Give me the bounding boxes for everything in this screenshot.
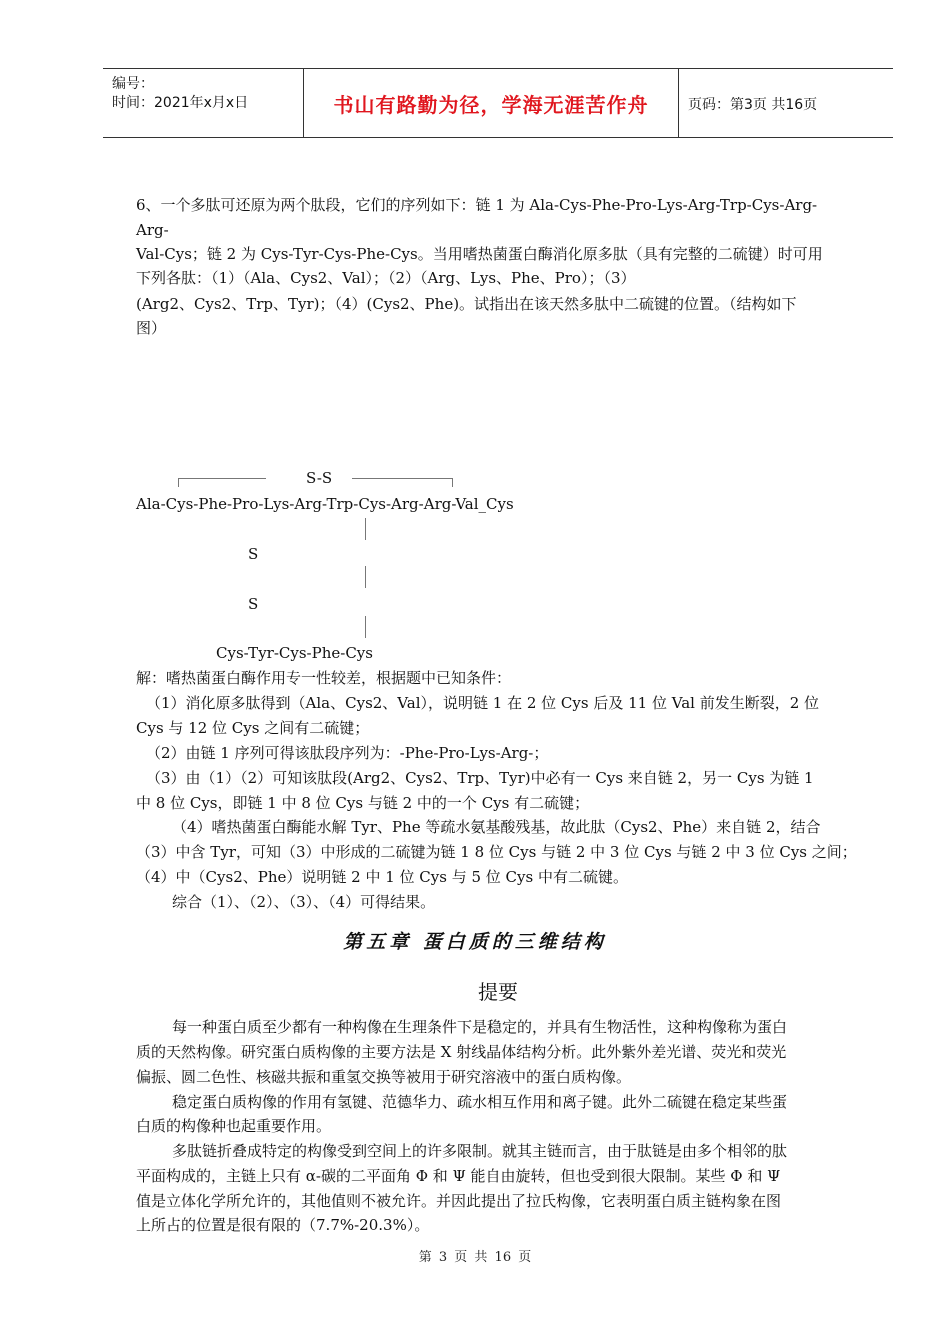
header-motto: 书山有路勤为径，学海无涯苦作舟 [333,93,649,117]
doc-number-label: 编号： [112,76,154,92]
solution-line: Cys 与 12 位 Cys 之间有二硫键； [136,719,370,737]
solution-line: （4）嗜热菌蛋白酶能水解 Tyr、Phe 等疏水氨基酸残基，故此肽（Cys2、Phe）来自链 2，结合 [172,818,821,836]
summary-line: 稳定蛋白质构像的作用有氢键、范德华力、疏水相互作用和离子键。此外二硫键在稳定某些蛋 [172,1093,788,1111]
solution-line: 中 8 位 Cys，即链 1 中 8 位 Cys 与链 2 中的一个 Cys 有二硫键； [136,794,590,812]
header-motto-cell [303,69,679,137]
header-page-info: 页码：第3页 共16页 [688,97,818,113]
bridge-line-left [178,478,266,479]
date-label: 时间：2021年x月x日 [112,95,249,111]
bond-line [365,566,366,588]
solution-line: （3）中含 Tyr，可知（3）中形成的二硫键为链 1 8 位 Cys 与链 2 中 3 位 Cys 与链 2 中 3 位 Cys 之间； [136,843,857,861]
summary-line: 值是立体化学所允许的，其他值则不被允许。并因此提出了拉氏构像，它表明蛋白质主链构象在图 [136,1192,782,1210]
bridge-tick-right [452,478,453,487]
summary-line: 质的天然构像。研究蛋白质构像的主要方法是 X 射线晶体结构分析。此外紫外差光谱、荧光和荧光 [136,1043,787,1061]
summary-heading: 提要 [478,980,518,1004]
solution-line: （1）消化原多肽得到（Ala、Cys2、Val），说明链 1 在 2 位 Cys 后及 11 位 Val 前发生断裂，2 位 [146,694,820,712]
bridge-line-right [352,478,452,479]
summary-line: 上所占的位置是很有限的（7.7%-20.3%）。 [136,1216,430,1234]
summary-line: 白质的构像种也起重要作用。 [136,1117,332,1135]
bond-line [365,518,366,540]
question-line: 图） [136,319,167,337]
summary-line: 平面构成的，主链上只有 α-碳的二平面角 Φ 和 Ψ 能自由旋转，但也受到很大限制。某些 Φ 和 Ψ [136,1167,781,1185]
solution-line: 综合（1）、（2）、（3）、（4）可得结果。 [172,893,436,911]
header-page-cell [678,69,893,137]
header-info-cell [103,69,303,137]
ss-bond-top-label: S-S [306,469,333,487]
summary-line: 多肽链折叠成特定的构像受到空间上的许多限制。就其主链而言，由于肽链是由多个相邻的肽 [172,1142,788,1160]
solution-line: （2）由链 1 序列可得该肽段序列为：-Phe-Pro-Lys-Arg-； [146,744,549,762]
chain1-sequence: Ala-Cys-Phe-Pro-Lys-Arg-Trp-Cys-Arg-Arg-Val_Cys [136,495,514,513]
question-line: Val-Cys；链 2 为 Cys-Tyr-Cys-Phe-Cys。当用嗜热菌蛋白酶消化原多肽（具有完整的二硫键）时可用 [136,245,823,263]
question-line: Arg- [136,221,169,239]
summary-line: 每一种蛋白质至少都有一种构像在生理条件下是稳定的，并具有生物活性，这种构像称为蛋白 [172,1018,788,1036]
solution-line: （3）由（1）（2）可知该肽段(Arg2、Cys2、Trp、Tyr)中必有一 Cys 来自链 2，另一 Cys 为链 1 [146,769,814,787]
page-header [103,68,893,138]
chain2-sequence: Cys-Tyr-Cys-Phe-Cys [216,644,373,662]
bridge-tick-left [178,478,179,487]
question-line: 下列各肽：（1）（Ala、Cys2、Val）；（2）（Arg、Lys、Phe、Pro）；（3） [136,269,636,287]
chapter-title: 第五章 蛋白质的三维结构 [343,931,607,953]
sulfur-label-2: S [248,595,259,613]
bond-line [365,616,366,638]
summary-line: 偏振、圆二色性、核磁共振和重氢交换等被用于研究溶液中的蛋白质构像。 [136,1068,632,1086]
question-line: (Arg2、Cys2、Trp、Tyr)；（4）(Cys2、Phe)。试指出在该天然多肽中二硫键的位置。（结构如下 [136,295,797,313]
page-footer: 第 3 页 共 16 页 [418,1250,532,1265]
sulfur-label-1: S [248,545,259,563]
solution-intro: 解：嗜热菌蛋白酶作用专一性较差，根据题中已知条件： [136,669,512,687]
question-line: 6、一个多肽可还原为两个肽段，它们的序列如下：链 1 为 Ala-Cys-Phe-Pro-Lys-Arg-Trp-Cys-Arg- [136,196,818,214]
solution-line: （4）中（Cys2、Phe）说明链 2 中 1 位 Cys 与 5 位 Cys 中有二硫键。 [136,868,628,886]
